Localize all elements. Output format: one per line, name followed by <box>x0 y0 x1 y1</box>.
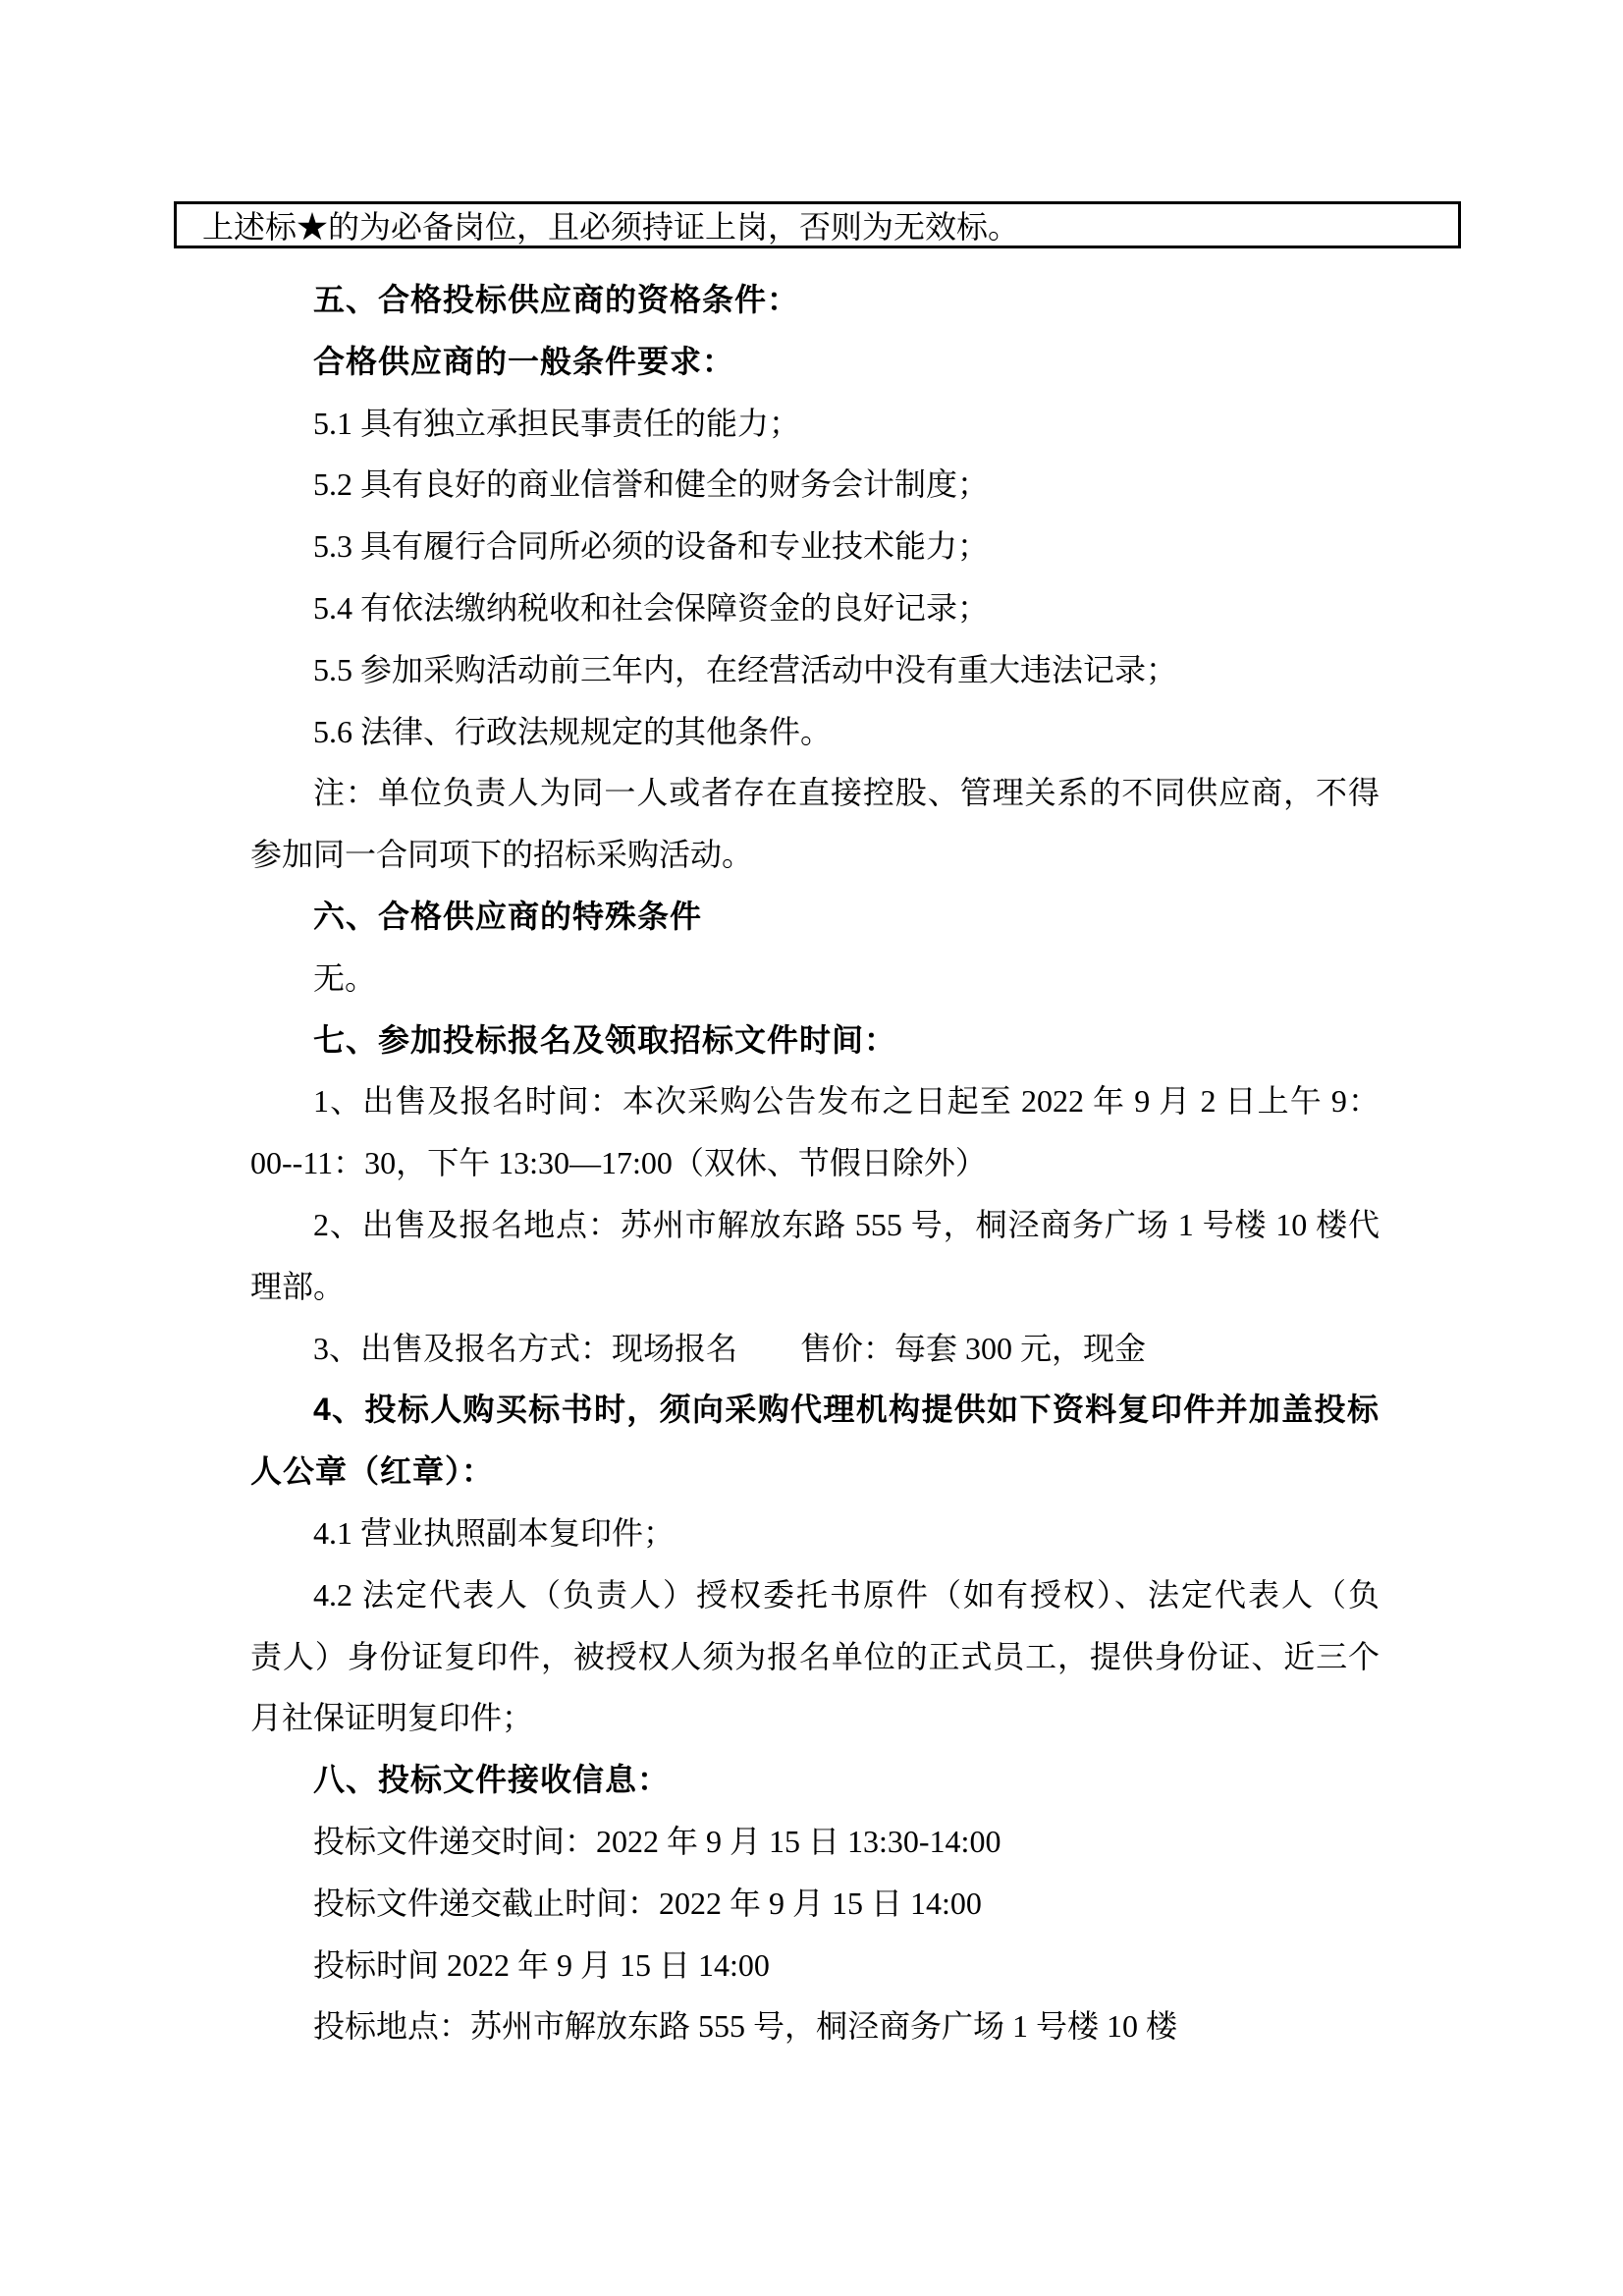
doc-line-10: 参加同一合同项下的招标采购活动。 <box>250 837 754 873</box>
doc-line-1: 五、合格投标供应商的资格条件： <box>313 282 800 317</box>
doc-line-9: 注：单位负责人为同一人或者存在直接控股、管理关系的不同供应商，不得 <box>313 775 1380 811</box>
doc-line-23: 责人）身份证复印件，被授权人须为报名单位的正式员工，提供身份证、近三个 <box>250 1638 1380 1674</box>
doc-line-25: 八、投标文件接收信息： <box>313 1762 671 1798</box>
doc-line-3: 5.1 具有独立承担民事责任的能力； <box>313 405 801 441</box>
doc-line-28: 投标时间 2022 年 9 月 15 日 14:00 <box>313 1946 770 1983</box>
doc-line-16: 2、出售及报名地点：苏州市解放东路 555 号，桐泾商务广场 1 号楼 10 楼代 <box>313 1206 1380 1242</box>
document-body <box>250 269 1380 2057</box>
doc-line-7: 5.5 参加采购活动前三年内，在经营活动中没有重大违法记录； <box>313 651 1178 687</box>
doc-line-29: 投标地点：苏州市解放东路 555 号，桐泾商务广场 1 号楼 10 楼 <box>313 2008 1178 2045</box>
doc-line-4: 5.2 具有良好的商业信誉和健全的财务会计制度； <box>313 466 990 503</box>
doc-line-5: 5.3 具有履行合同所必须的设备和专业技术能力； <box>313 528 990 565</box>
doc-line-19: 4、投标人购买标书时，须向采购代理机构提供如下资料复印件并加盖投标 <box>313 1392 1380 1428</box>
doc-line-12: 无。 <box>313 959 377 996</box>
doc-line-15: 00--11：30，下午 13:30—17:00（双休、节假日除外） <box>250 1145 987 1181</box>
doc-line-13: 七、参加投标报名及领取招标文件时间： <box>313 1021 897 1058</box>
doc-line-17: 理部。 <box>250 1268 346 1304</box>
doc-line-11: 六、合格供应商的特殊条件 <box>313 898 703 934</box>
doc-line-27: 投标文件递交截止时间：2022 年 9 月 15 日 14:00 <box>313 1885 982 1921</box>
doc-line-20: 人公章（红章）： <box>250 1453 495 1490</box>
doc-line-18: 3、出售及报名方式：现场报名 售价：每套 300 元，现金 <box>313 1330 1147 1366</box>
doc-line-14: 1、出售及报名时间：本次采购公告发布之日起至 2022 年 9 月 2 日上午 9： <box>313 1083 1380 1120</box>
doc-line-21: 4.1 营业执照副本复印件； <box>313 1514 676 1551</box>
doc-line-24: 月社保证明复印件； <box>250 1700 534 1736</box>
notice-box <box>174 201 1461 248</box>
doc-line-6: 5.4 有依法缴纳税收和社会保障资金的良好记录； <box>313 589 990 626</box>
doc-line-22: 4.2 法定代表人（负责人）授权委托书原件（如有授权）、法定代表人（负 <box>313 1576 1380 1613</box>
doc-line-8: 5.6 法律、行政法规规定的其他条件。 <box>313 713 833 749</box>
notice-box-text: 上述标★的为必备岗位，且必须持证上岗，否则为无效标。 <box>202 209 1020 245</box>
doc-line-2: 合格供应商的一般条件要求： <box>313 343 735 379</box>
doc-line-26: 投标文件递交时间：2022 年 9 月 15 日 13:30-14:00 <box>313 1823 1001 1859</box>
